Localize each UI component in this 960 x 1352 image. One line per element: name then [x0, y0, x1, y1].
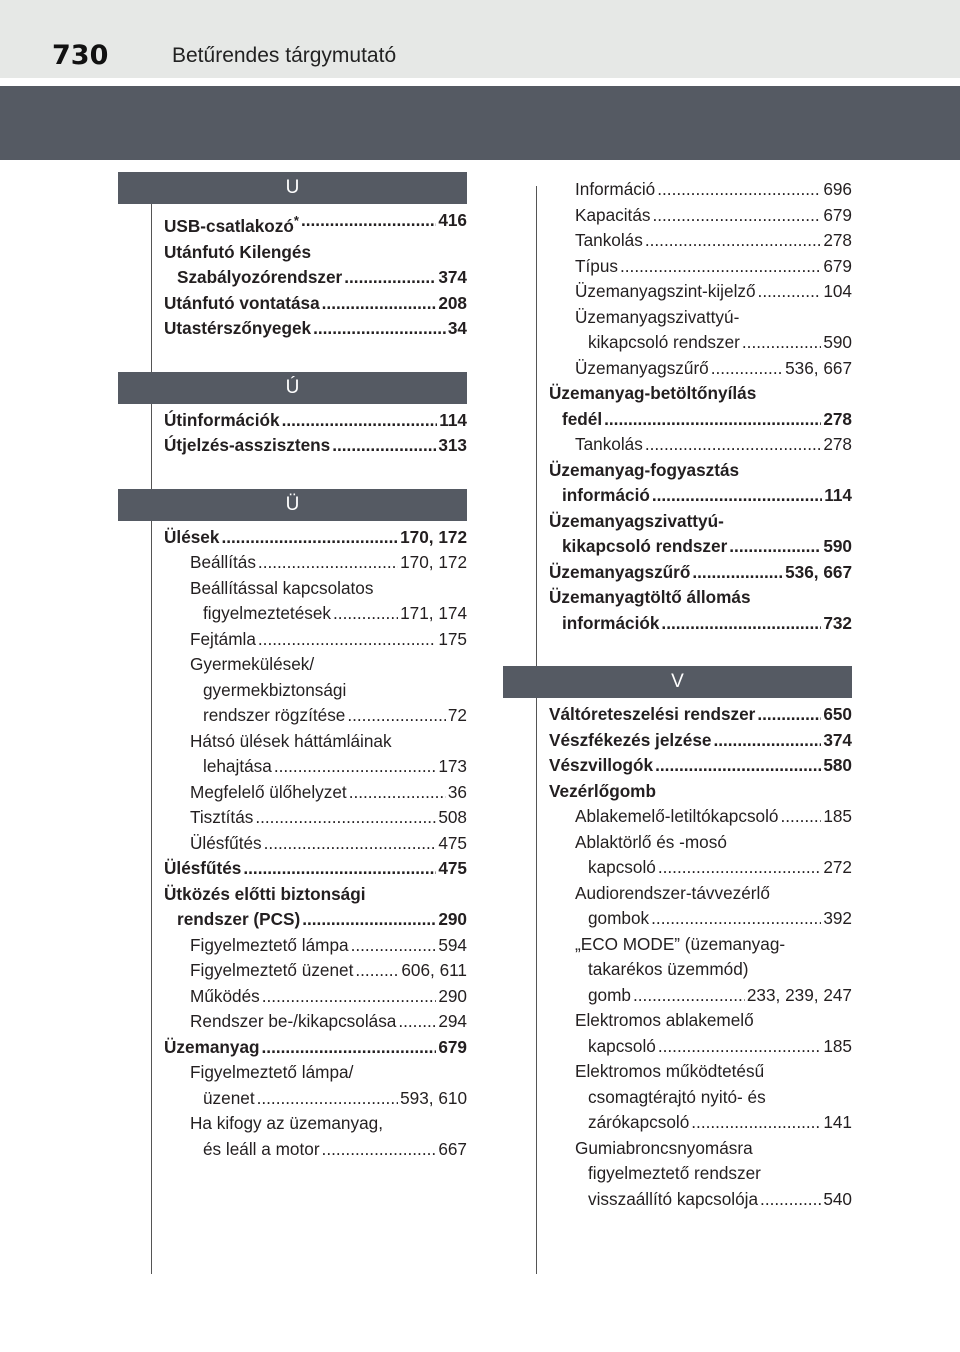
index-subentry: Elektromos ablakemelő: [575, 1010, 754, 1030]
index-subentry: Típus ..... 679: [549, 254, 852, 280]
index-subentry: Gumiabroncsnyomásra: [575, 1137, 753, 1158]
index-subentry: zárókapcsoló ..... 141: [549, 1110, 852, 1136]
index-subentry: „ECO MODE” (üzemanyag-: [575, 933, 786, 954]
column-divider-left: [151, 186, 152, 1274]
page-number: 730: [52, 40, 109, 71]
index-subentry: kapcsoló ..... 185: [549, 1034, 852, 1060]
index-subentry: Üzemanyagszint-kijelző ..... 104: [549, 279, 852, 305]
index-subentry: Ha kifogy az üzemanyag,: [190, 1113, 383, 1133]
header-band: [0, 86, 960, 160]
index-subentry: kikapcsoló rendszer ..... 590: [549, 330, 852, 356]
index-entry: kikapcsoló rendszer ..... 590: [549, 534, 852, 560]
index-subentry: Információ ..... 696: [549, 177, 852, 203]
index-subentry: lehajtása ..... 173: [164, 754, 467, 780]
index-subentry: Beállítás ..... 170, 172: [164, 550, 467, 576]
index-subentry: figyelmeztető rendszer: [588, 1163, 761, 1183]
index-subentry: gombok ..... 392: [549, 906, 852, 932]
index-subentry: és leáll a motor ..... 667: [164, 1137, 467, 1163]
index-subentry: Tisztítás ..... 508: [164, 805, 467, 831]
index-subentry: Ablakemelő-letiltókapcsoló ..... 185: [549, 804, 852, 830]
index-entry: Útjelzés-asszisztens ..... 313: [164, 433, 467, 459]
column-divider-middle: [536, 186, 537, 1274]
index-subentry: Rendszer be-/kikapcsolása ..... 294: [164, 1009, 467, 1035]
index-entry: Üzemanyag ..... 679: [164, 1035, 467, 1061]
index-subentry: Üzemanyagszűrő ..... 536, 667: [549, 356, 852, 382]
index-column-left: [164, 172, 467, 1162]
index-subentry: Ülésfűtés ..... 475: [164, 831, 467, 857]
index-entry: fedél ..... 278: [549, 407, 852, 433]
index-subentry: Beállítással kapcsolatos: [190, 577, 374, 598]
index-entry: Vészfékezés jelzése ..... 374: [549, 728, 852, 754]
section-header-u-umlaut: Ü: [118, 489, 467, 521]
index-subentry: gyermekbiztonsági: [203, 679, 347, 700]
index-entry: Váltóreteszelési rendszer ..... 650: [549, 702, 852, 728]
page-header-bar: [0, 0, 960, 78]
index-subentry: Tankolás ..... 278: [549, 432, 852, 458]
index-subentry: figyelmeztetések ..... 171, 174: [164, 601, 467, 627]
index-entry: Utánfutó vontatása ..... 208: [164, 291, 467, 317]
index-entry: Utánfutó Kilengés: [164, 241, 312, 262]
index-entry: Üzemanyagtöltő állomás: [549, 587, 751, 607]
index-entry: USB-csatlakozó* ..... 416: [164, 208, 467, 240]
index-subentry: Figyelmeztető üzenet ..... 606, 611: [164, 958, 467, 984]
index-entry: információk ..... 732: [549, 611, 852, 637]
index-entry: Ülések ..... 170, 172: [164, 525, 467, 551]
index-column-right: [549, 177, 852, 1212]
index-subentry: Figyelmeztető lámpa ..... 594: [164, 933, 467, 959]
index-subentry: visszaállító kapcsolója ..... 540: [549, 1187, 852, 1213]
index-subentry: kapcsoló ..... 272: [549, 855, 852, 881]
index-entry: Vészvillogók ..... 580: [549, 753, 852, 779]
index-entry: Útinformációk ..... 114: [164, 408, 467, 434]
index-subentry: Ablaktörlő és -mosó: [575, 831, 727, 852]
index-subentry: Gyermekülések/: [190, 654, 315, 674]
index-subentry: Fejtámla ..... 175: [164, 627, 467, 653]
index-entry: Üzemanyag-fogyasztás: [549, 459, 740, 480]
index-subentry: Tankolás ..... 278: [549, 228, 852, 254]
index-entry: Üzemanyag-betöltőnyílás: [549, 383, 757, 403]
index-entry: információ ..... 114: [549, 483, 852, 509]
index-subentry: üzenet ..... 593, 610: [164, 1086, 467, 1112]
index-entry: Utastérszőnyegek ..... 34: [164, 316, 467, 342]
index-subentry: Hátsó ülések háttámláinak: [190, 730, 392, 751]
index-subentry: takarékos üzemmód): [588, 959, 749, 979]
index-subentry: Figyelmeztető lámpa/: [190, 1062, 354, 1082]
index-subentry: Üzemanyagszivattyú-: [575, 306, 740, 327]
index-subentry: Működés ..... 290: [164, 984, 467, 1010]
index-entry: rendszer (PCS) ..... 290: [164, 907, 467, 933]
page-title: Betűrendes tárgymutató: [172, 44, 397, 67]
index-entry: Vezérlőgomb: [549, 780, 656, 801]
index-entry: Üzemanyagszűrő ..... 536, 667: [549, 560, 852, 586]
section-header-v: V: [503, 666, 852, 698]
section-header-u-acute: Ú: [118, 372, 467, 404]
index-entry: Ülésfűtés ..... 475: [164, 856, 467, 882]
index-subentry: rendszer rögzítése ..... 72: [164, 703, 467, 729]
index-subentry: Kapacitás ..... 679: [549, 203, 852, 229]
index-subentry: Audiorendszer-távvezérlő: [575, 882, 770, 903]
index-entry: Ütközés előtti biztonsági: [164, 883, 366, 904]
index-entry: Szabályozórendszer ..... 374: [164, 265, 467, 291]
section-header-u: U: [118, 172, 467, 204]
index-subentry: gomb ..... 233, 239, 247: [549, 983, 852, 1009]
index-entry: Üzemanyagszivattyú-: [549, 510, 724, 531]
index-subentry: Elektromos működtetésű: [575, 1061, 765, 1081]
index-subentry: csomagtérajtó nyitó- és: [588, 1086, 766, 1107]
index-subentry: Megfelelő ülőhelyzet ..... 36: [164, 780, 467, 806]
